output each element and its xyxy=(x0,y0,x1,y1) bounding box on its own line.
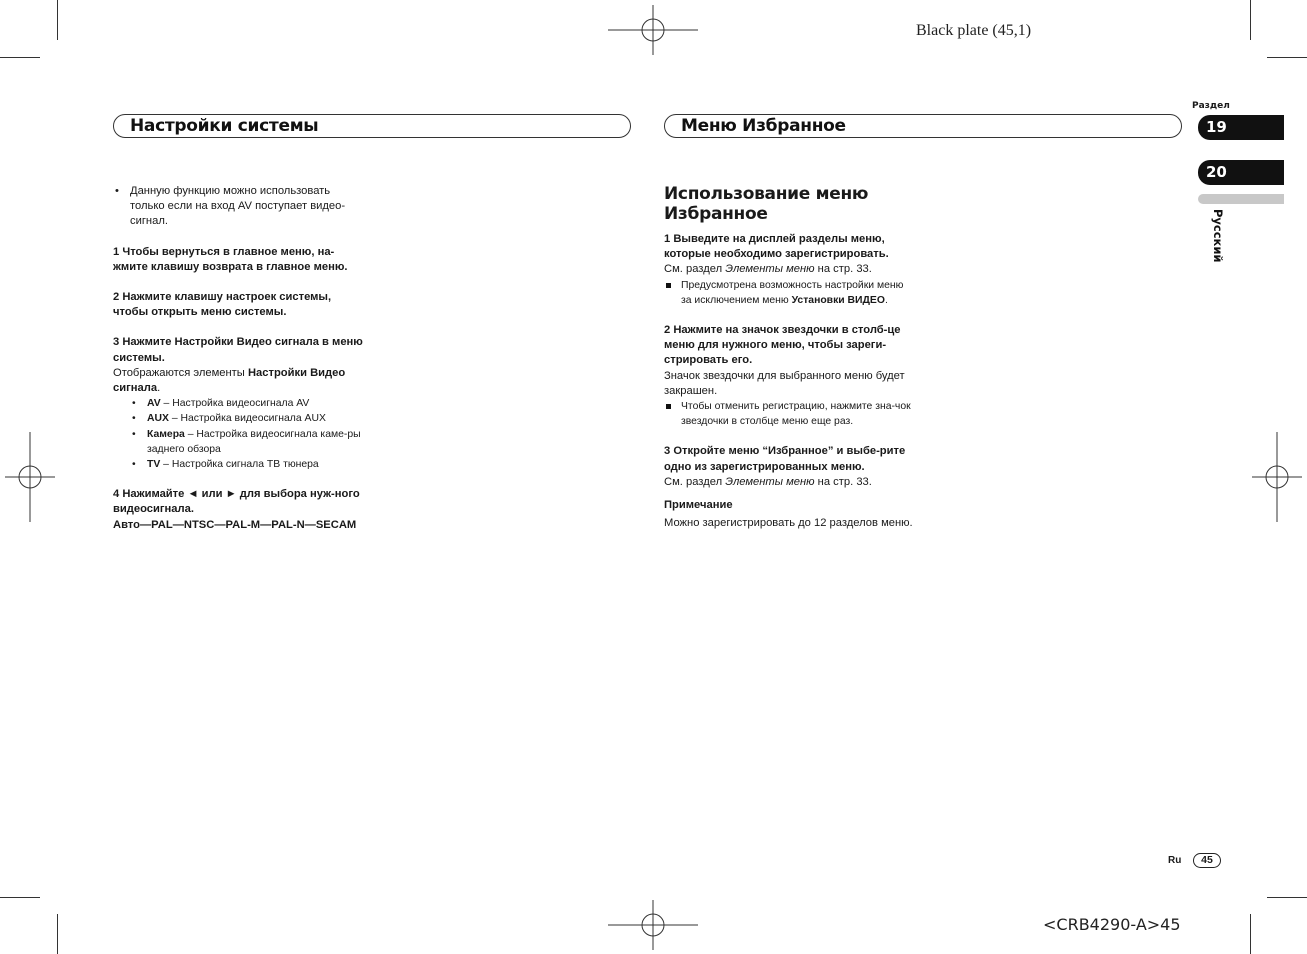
item-term: AV xyxy=(147,398,161,410)
section-tab-19[interactable] xyxy=(1198,115,1284,140)
step3-body-bold: Настройки Видео сигнала xyxy=(113,366,346,395)
left-step-4: 4 Нажимайте ◄ или ► для выбора нуж-ного видеосигнала. xyxy=(113,488,360,516)
step3-body-text: Отображаются элементы xyxy=(113,366,248,379)
left-column xyxy=(113,184,363,533)
ref-link[interactable]: Элементы меню xyxy=(725,263,815,276)
right-column xyxy=(664,184,916,531)
item-av xyxy=(113,396,363,411)
item-desc: – Настройка видеосигнала AV xyxy=(160,398,310,410)
item-desc: – Настройка сигнала ТВ тюнера xyxy=(160,459,319,471)
left-step-3-body xyxy=(113,366,363,396)
right-step-1: 1 Выведите на дисплей разделы меню, которые необходимо зарегистрировать. xyxy=(664,233,889,261)
right-step-2-note xyxy=(664,399,916,429)
tab-19-number: 19 xyxy=(1206,118,1227,136)
plate-label: Black plate (45,1) xyxy=(916,22,1032,39)
note-end: . xyxy=(884,294,888,306)
ref-text-end: на стр. 33. xyxy=(814,475,872,488)
note-body: Можно зарегистрировать до 12 разделов меню. xyxy=(664,517,913,530)
item-term: TV xyxy=(147,459,161,471)
ref-text: См. раздел xyxy=(664,263,726,276)
square-bullet-icon xyxy=(666,283,671,288)
ref-text-end: на стр. 33. xyxy=(814,263,872,276)
note-text: Предусмотрена возможность настройки меню за исключением меню xyxy=(681,279,904,306)
item-camera xyxy=(113,427,363,457)
note-bold: Установки ВИДЕО xyxy=(791,294,885,306)
item-tv xyxy=(113,457,363,472)
language-label: Русский xyxy=(1211,209,1225,263)
left-header-title: Настройки системы xyxy=(130,116,319,136)
left-step-4-values: Авто—PAL—NTSC—PAL-M—PAL-N—SECAM xyxy=(113,518,357,531)
right-step-2: 2 Нажмите на значок звездочки в столб-це меню для нужного меню, чтобы зареги-стрировать его. xyxy=(664,324,901,367)
item-term: Камера xyxy=(147,428,185,440)
right-step-1-ref xyxy=(664,262,916,277)
footer-code: <CRB4290-A>45 xyxy=(1043,915,1181,934)
item-aux xyxy=(113,411,363,426)
note-text: Чтобы отменить регистрацию, нажмите зна-чок звездочки в столбце меню еще раз. xyxy=(681,401,911,428)
right-header-title: Меню Избранное xyxy=(681,116,846,136)
square-bullet-icon xyxy=(666,404,671,409)
section-label: Раздел xyxy=(1192,101,1230,111)
page-lang: Ru xyxy=(1168,855,1182,866)
tab-20-number: 20 xyxy=(1206,163,1227,181)
ref-text: См. раздел xyxy=(664,475,726,488)
item-desc: – Настройка видеосигнала AUX xyxy=(168,413,326,425)
step3-body-end: . xyxy=(157,382,161,395)
left-step-1: 1 Чтобы вернуться в главное меню, на-жмите клавишу возврата в главное меню. xyxy=(113,245,348,273)
section-tab-20[interactable] xyxy=(1198,160,1284,185)
left-step-3: 3 Нажмите Настройки Видео сигнала в меню системы. xyxy=(113,336,363,364)
note-heading: Примечание xyxy=(664,499,733,512)
left-step-2: 2 Нажмите клавишу настроек системы, чтобы открыть меню системы. xyxy=(113,291,332,319)
language-tab xyxy=(1198,194,1284,204)
ref-link[interactable]: Элементы меню xyxy=(725,475,815,488)
right-step-3: 3 Откройте меню “Избранное” и выбе-рите одно из зарегистрированных меню. xyxy=(664,445,906,473)
right-step-1-note xyxy=(664,278,916,308)
right-section-title: Использование меню Избранное xyxy=(664,184,869,224)
right-step-2-body: Значок звездочки для выбранного меню будет закрашен. xyxy=(664,369,905,397)
item-desc: – Настройка видеосигнала каме-ры заднего обзора xyxy=(147,428,361,455)
right-step-3-ref xyxy=(664,475,916,490)
intro-bullet: • Данную функцию можно использовать только если на вход AV поступает видео-сигнал. xyxy=(113,184,363,230)
item-term: AUX xyxy=(147,413,169,425)
page-number: 45 xyxy=(1193,853,1221,868)
